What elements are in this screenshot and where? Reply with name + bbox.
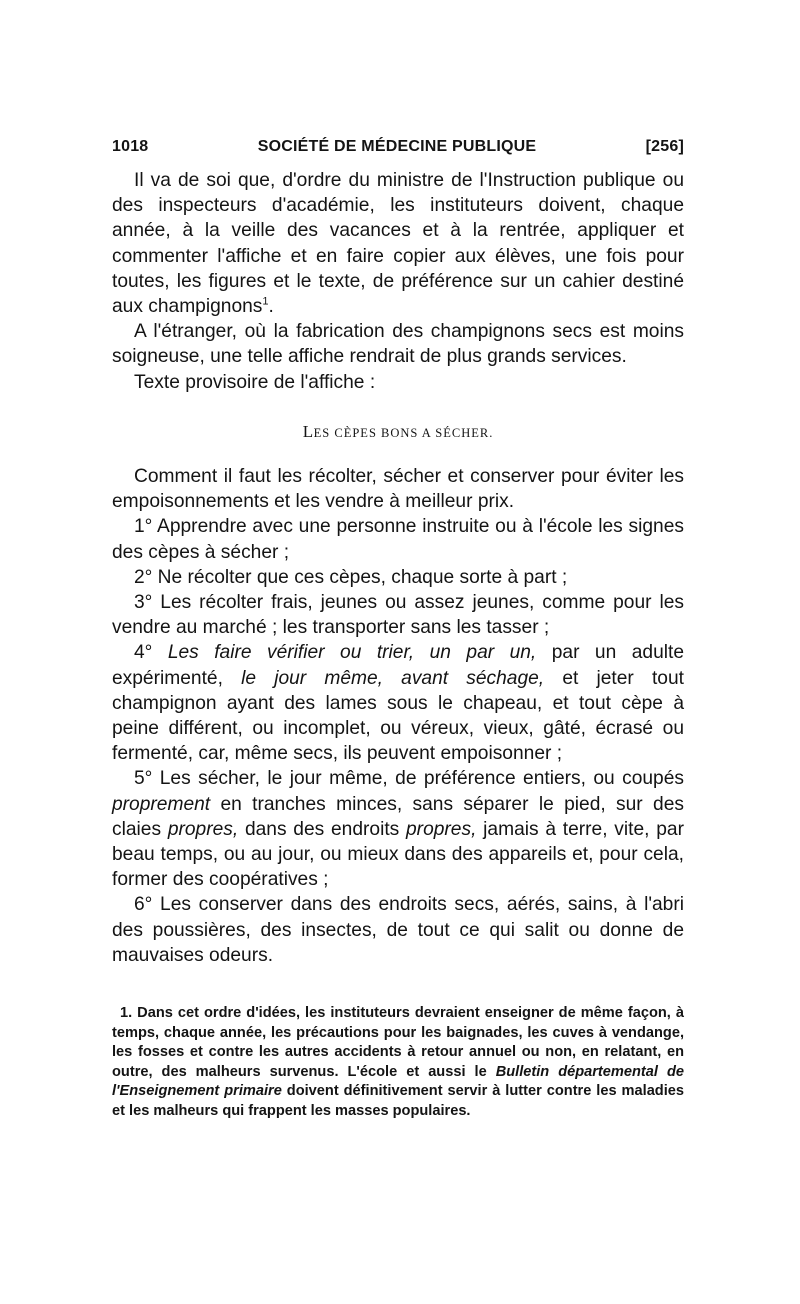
item-4-emphasis-2: le jour même, avant séchage,: [241, 667, 545, 689]
poster-item-2: 2° Ne récolter que ces cèpes, chaque sorte à part ;: [134, 566, 568, 588]
original-page-number: [256]: [645, 138, 684, 155]
running-header: [112, 138, 684, 168]
item-5-emphasis-2: propres,: [167, 818, 239, 840]
poster-item-1: 1° Apprendre avec une personne instruite ou à l'école les signes des cèpes à sécher ;: [112, 516, 684, 563]
section-title-rest: ES CÈPES BONS A SÉCHER.: [313, 425, 494, 440]
poster-item-3: 3° Les récolter frais, jeunes ou assez jeunes, comme pour les vendre au marché ; les transporter sans les tasser ;: [112, 592, 684, 639]
item-5-emphasis-1: proprement: [112, 793, 211, 815]
item-5-text-2: en tranches minces, sans séparer le pied, sur des claies: [112, 793, 684, 840]
footnote-text-1: 1. Dans cet ordre d'idées, les instituteurs devraient enseigner de même façon, à temps, chaque année, les précautions pour les baignades, les cuves à vendange, les fosses et contre les autres accidents à retour annuel ou non, en relatant, en outre, des malheurs survenus. L'école et aussi le: [112, 1005, 684, 1080]
document-page: [112, 138, 684, 1122]
poster-item-5: [112, 766, 684, 892]
intro-paragraph-2: A l'étranger, où la fabrication des champignons secs est moins soigneuse, une telle affiche rendrait de plus grands services.: [112, 321, 684, 368]
item-5-text-1: 5° Les sécher, le jour même, de préférence entiers, ou coupés: [134, 768, 684, 790]
item-4-text-1: par un adulte expérimenté,: [112, 642, 684, 689]
item-5-text-3: dans des endroits: [244, 818, 400, 840]
section-title: [112, 419, 684, 446]
item-5-text-4: jamais à terre, vite, par beau temps, ou au jour, ou mieux dans des appareils et, pour cela, former des coopératives ;: [112, 818, 684, 891]
running-title: SOCIÉTÉ DE MÉDECINE PUBLIQUE: [257, 138, 537, 155]
item-5-emphasis-3: propres,: [406, 818, 477, 840]
footnote: [112, 1004, 684, 1122]
main-text: [112, 168, 684, 968]
poster-item-6: 6° Les conserver dans des endroits secs, aérés, sains, à l'abri des poussières, des insectes, de tout ce qui salit ou donne de mauvaises odeurs.: [112, 894, 684, 966]
item-4-emphasis-1: Les faire vérifier ou trier, un par un,: [167, 642, 537, 664]
section-title-initial: L: [302, 421, 314, 441]
item-4-text-2: et jeter tout champignon ayant des lames sous le chapeau, et tout cèpe à peine différent, ou incomplet, ou véreux, vieux, gâté, écrasé ou fermenté, car, même secs, ils peuvent empoisonner ;: [112, 667, 684, 765]
footnote-paragraph: [112, 1004, 684, 1122]
poster-item-4: [112, 640, 684, 766]
footnote-emphasis: Bulletin départemental de l'Enseignement primaire: [112, 1063, 684, 1100]
poster-lead: Comment il faut les récolter, sécher et conserver pour éviter les empoisonnements et les vendre à meilleur prix.: [112, 466, 684, 513]
intro-text-1: Il va de soi que, d'ordre du ministre de l'Instruction publique ou des inspecteurs d'académie, les instituteurs doivent, chaque année, à la veille des vacances et à la rentrée, appliquer et commenter l'affiche et en faire copier aux élèves, une fois pour toutes, les figures et le texte, de préférence sur un cahier destiné aux champignons: [112, 170, 684, 318]
footnote-reference: 1: [262, 295, 269, 308]
intro-paragraph-3: Texte provisoire de l'affiche :: [134, 371, 376, 393]
intro-paragraph-1: [112, 168, 684, 319]
page-number: 1018: [112, 138, 149, 155]
intro-text-1-end: .: [268, 296, 274, 318]
footnote-text-2: doivent définitivement servir à lutter contre les maladies et les malheurs qui frappent les masses populaires.: [112, 1083, 685, 1120]
item-4-number: 4°: [134, 642, 153, 664]
